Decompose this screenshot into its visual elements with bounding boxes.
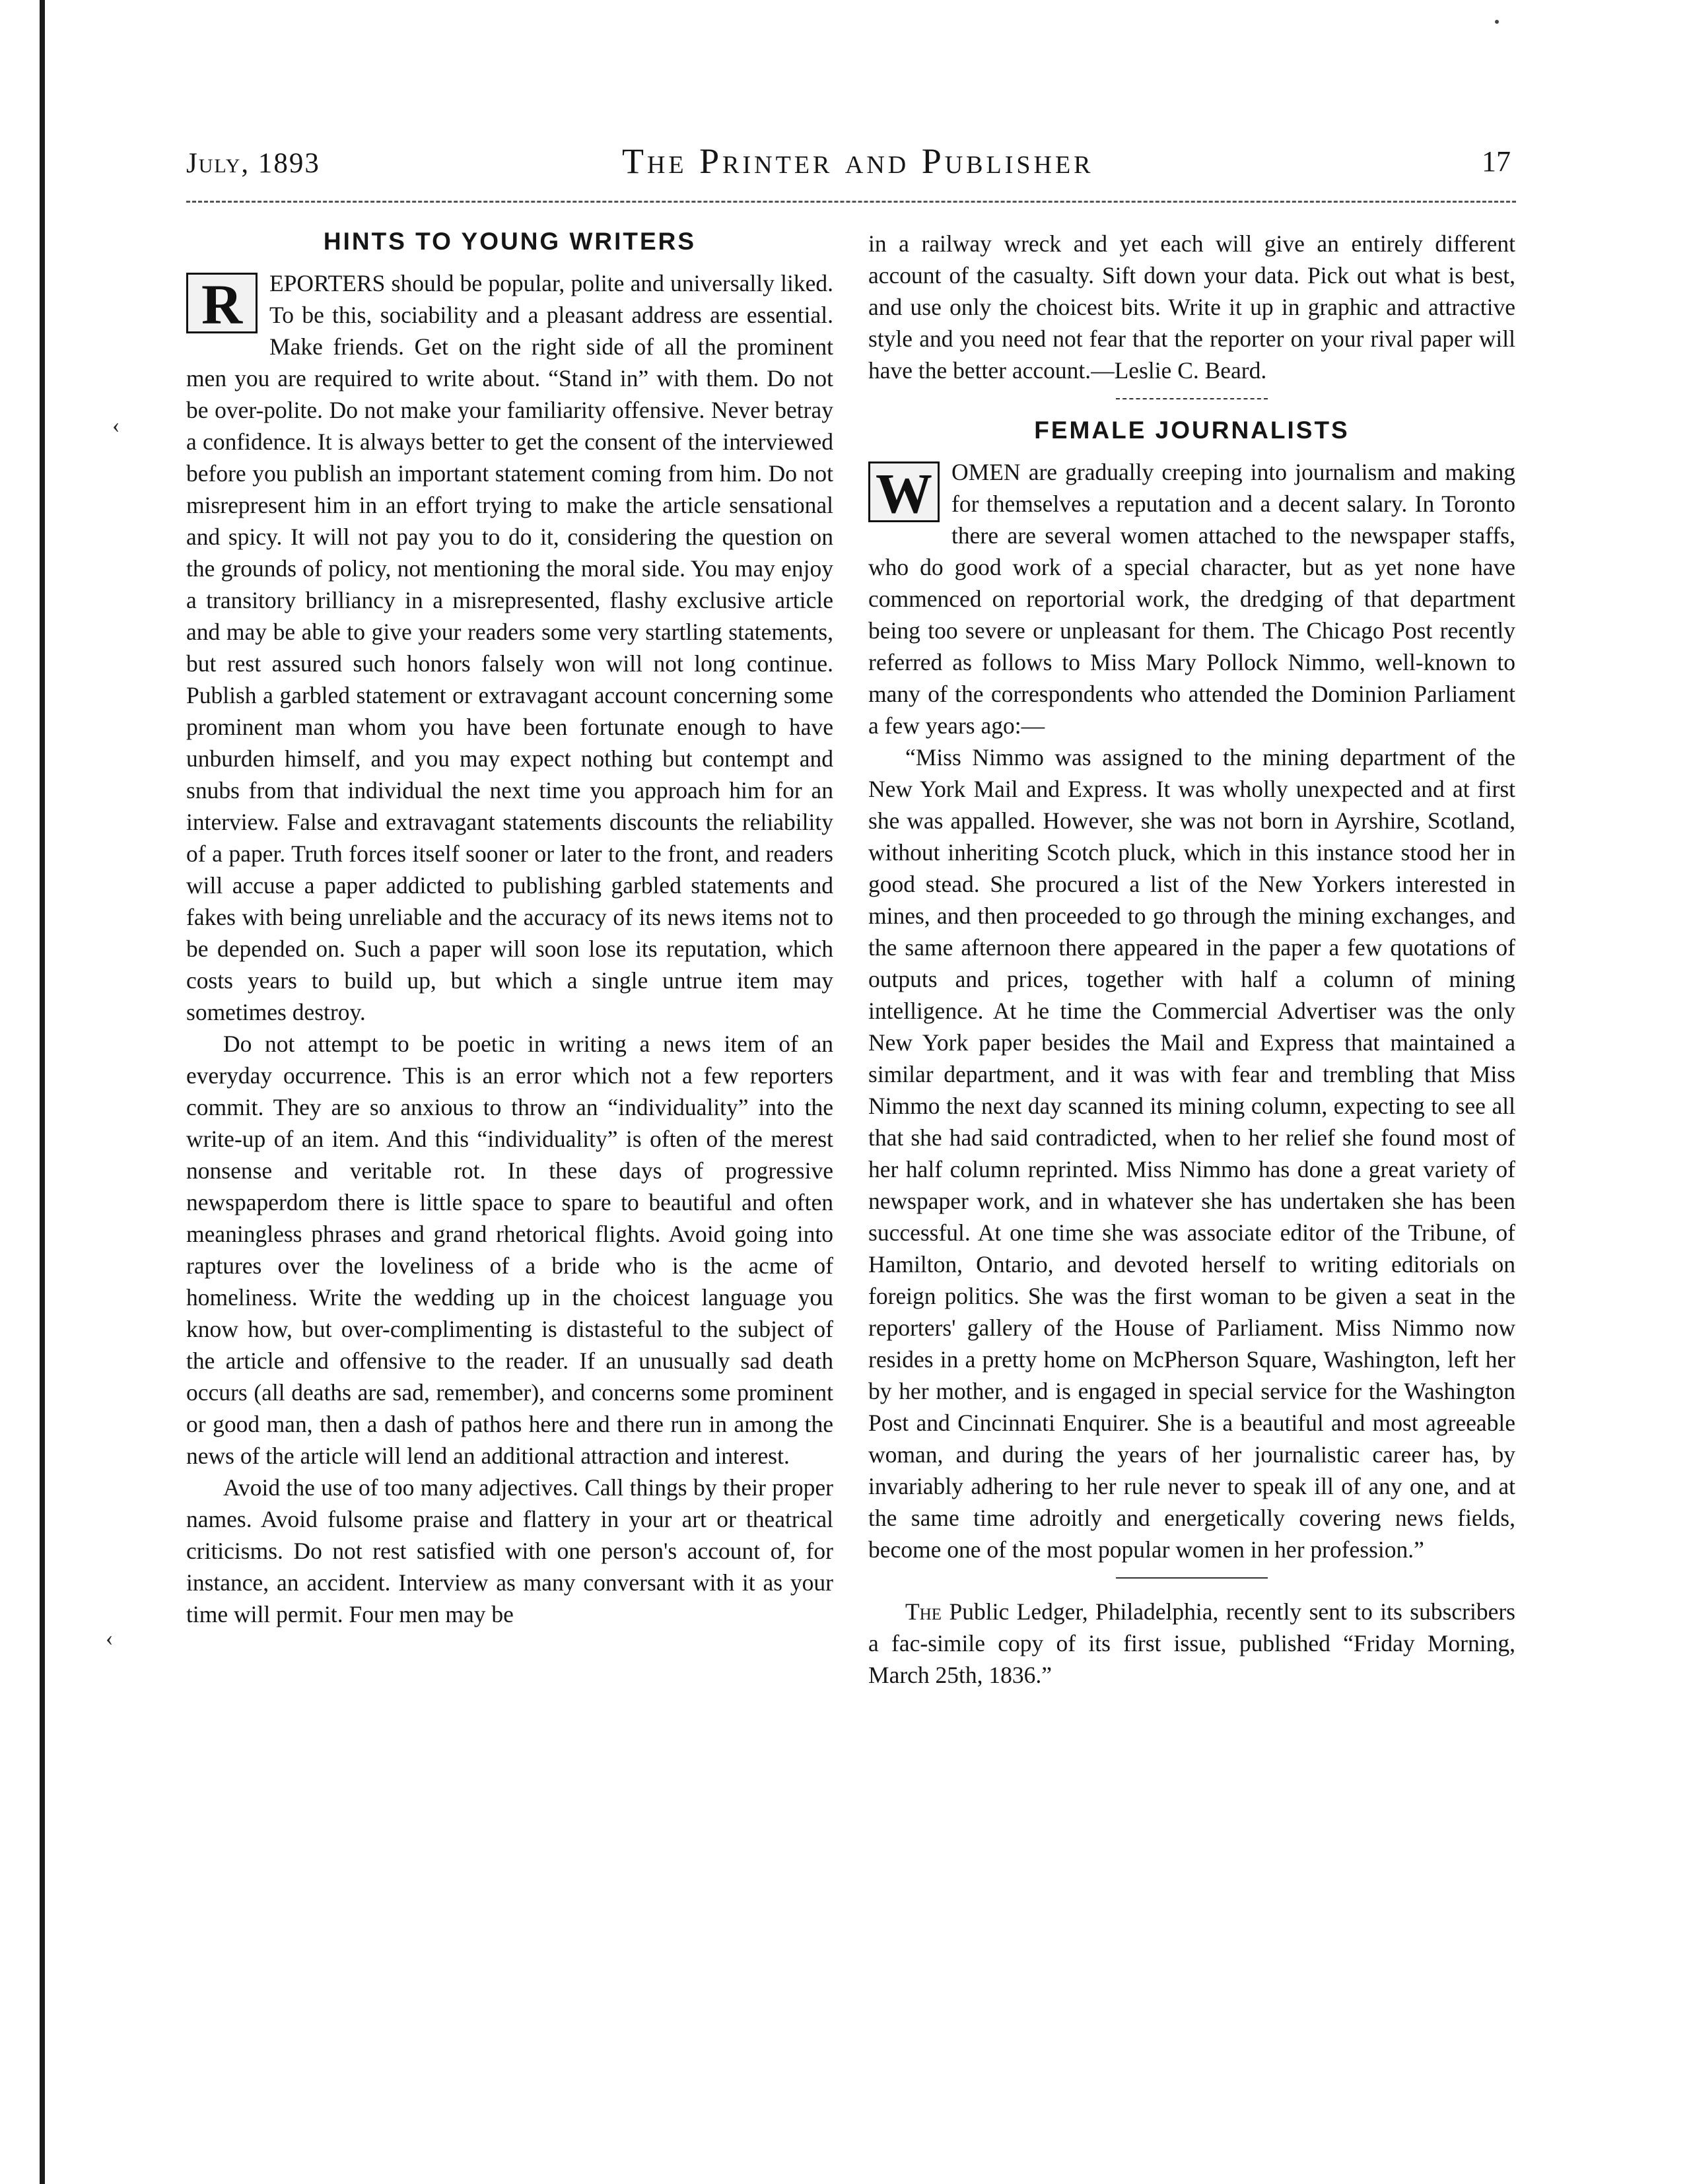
left-column (186, 228, 833, 1630)
paragraph-text: should be popular, polite and universally liked. To be this, sociability and a pleasant address are essential. Make friends. Get on the right side of all the prominent men you are required to write about. “Stand in” with them. Do not be over-polite. Do not make your familiarity offensive. Never betray a confidence. It is always better to get the consent of the interviewed before you publish an important statement coming from him. Do not misrepresent him in an effort trying to make the article sensational and spicy. It will not pay you to do it, considering the question on the grounds of policy, not mentioning the moral side. You may enjoy a transitory brilliancy in a misrepresented, flashy exclusive article and may be able to give your readers some very startling statements, but rest assured such honors falsely won will not long continue. Publish a garbled statement or extravagant account concerning some prominent man whom you have been fortunate enough to have unburden himself, and you may expect nothing but contempt and snubs from that individual the next time you approach him for an interview. False and extravagant statements discounts the reliability of a paper. Truth forces itself sooner or later to the front, and readers will accuse a paper addicted to publishing garbled statements and fakes with being unreliable and the accuracy of its news items not to be depended on. Such a paper will soon lose its reputation, which costs years to build up, but which a single untrue item may sometimes destroy. (186, 270, 834, 1025)
paragraph (186, 267, 833, 1028)
scan-dot (1495, 20, 1499, 24)
page-number: 17 (1482, 145, 1511, 178)
paragraph-text: Public Ledger, Philadelphia, recently sent to its subscribers a fac-simile copy of its first issue, published “Friday Morning, March 25th, 1836.” (868, 1598, 1515, 1688)
paragraph: Avoid the use of too many adjectives. Call things by their proper names. Avoid fulsome praise and flattery in your art or theatrical criticisms. Do not rest satisfied with one person's account of, for instance, an accident. Interview as many conversant with it as your time will permit. Four men may be (186, 1474, 833, 1627)
right-column (868, 228, 1515, 1691)
lead-word: The (905, 1598, 942, 1625)
lead-caps: EPORTERS (269, 270, 386, 296)
drop-cap: R (186, 273, 258, 333)
paragraph-continued: in a railway wreck and yet each will give an entirely different account of the casualty. Sift down your data. Pick out what is best, and use only the choicest bits. Write it up in graphic and attractive style and you need not fear that the reporter on your rival paper will have the better account.—Leslie C. Beard. (868, 230, 1515, 384)
publication-title: The Printer and Publisher (622, 141, 1094, 181)
quotation: “Miss Nimmo was assigned to the mining department of the New York Mail and Express. It was wholly unexpected and at first she was appalled. However, she was not born in Ayrshire, Scotland, without inheriting Scotch pluck, which in this instance stood her in good stead. She procured a list of the New Yorkers interested in mines, and then proceeded to go through the mining exchanges, and the same afternoon there appeared in the paper a few quotations of outputs and prices, together with half a column of mining intelligence. At he time the Commercial Advertiser was the only New York paper besides the Mail and Express that maintained a similar department, and it was with fear and trembling that Miss Nimmo the next day scanned its mining column, expecting to see all that she had said contradicted, when to her relief she found most of her half column reprinted. Miss Nimmo has done a great variety of newspaper work, and in whatever she has undertaken she has been successful. At one time she was associate editor of the Tribune, of Hamilton, Ontario, and devoted herself to writing editorials on foreign politics. She was the first woman to be given a seat in the reporters' gallery of the House of Parliament. Miss Nimmo now resides in a pretty home on McPherson Square, Washington, left her by her mother, and is engaged in special service for the Washington Post and Cincinnati Enquirer. She is a beautiful and most agreeable woman, and during the years of her journalistic career has, by invariably adhering to her rule never to speak ill of any one, and at the same time adroitly and energetically covering news fields, become one of the most popular women in her profession.” (868, 744, 1515, 1563)
article-title: HINTS TO YOUNG WRITERS (323, 228, 697, 255)
paragraph-text: are gradually creeping into journalism and making for themselves a reputation and a decent salary. In Toronto there are several women attached to the newspaper staffs, who do good work of a special character, but as yet none have commenced on reportorial work, the dredging of that department being too severe or unpleasant for them. The Chicago Post recently referred as follows to Miss Mary Pollock Nimmo, well-known to many of the correspondents who attended the Dominion Parliament a few years ago:— (868, 459, 1515, 739)
margin-mark: ‹ (112, 413, 120, 438)
separator (1116, 398, 1268, 399)
issue-date: July, 1893 (186, 148, 320, 179)
paragraph: Do not attempt to be poetic in writing a news item of an everyday occurrence. This is an error which not a few reporters commit. They are so anxious to throw an “individuality” into the write-up of an item. And this “individuality” is often of the merest nonsense and veritable rot. In these days of progressive newspaperdom there is little space to spare to beautiful and often meaningless phrases and grand rhetorical flights. Avoid going into raptures over the loveliness of a bride who is the acme of homeliness. Write the wedding up in the choicest language you know how, but over-complimenting is distasteful to the subject of the article and offensive to the reader. If an unusually sad death occurs (all deaths are sad, remember), and concerns some prominent or good man, then a dash of pathos here and there run in among the news of the article will lend an additional attraction and interest. (186, 1031, 833, 1469)
paragraph (868, 1596, 1515, 1691)
binding-rule (40, 0, 45, 2184)
page-header (186, 141, 1516, 187)
header-rule (186, 201, 1516, 203)
separator (1116, 1577, 1268, 1579)
drop-cap: W (868, 461, 940, 522)
article-title: FEMALE JOURNALISTS (1034, 417, 1350, 444)
margin-mark: ‹ (106, 1626, 114, 1651)
paragraph (868, 456, 1515, 741)
lead-caps: OMEN (951, 459, 1021, 485)
